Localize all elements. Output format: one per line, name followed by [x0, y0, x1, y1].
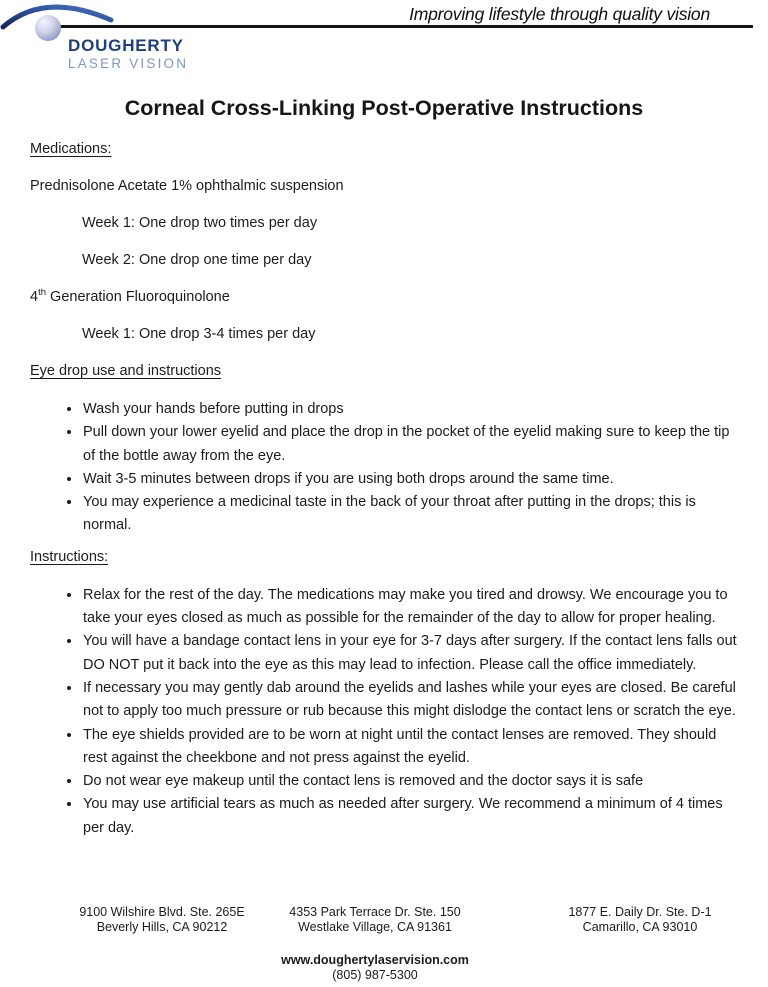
ordinal-superscript: th: [38, 287, 47, 299]
address-line: Beverly Hills, CA 90212: [96, 919, 228, 934]
document-body: [0, 138, 768, 840]
footer: [0, 903, 768, 987]
list-item: • You will have a bandage contact lens in your eye for 3-7 days after surgery. If the contact lens falls out DO NOT put it back into the eye as this may lead to infection. Please call the office immediately.: [82, 630, 738, 677]
logo-text: [68, 36, 188, 72]
page-title: Corneal Cross-Linking Post-Operative Instructions: [124, 96, 644, 120]
address-line: 9100 Wilshire Blvd. Ste. 265E: [79, 905, 245, 919]
list-item: • You may use artificial tears as much as needed after surgery. We recommend a minimum of 4 times per day.: [82, 793, 738, 840]
logo-name: DOUGHERTY: [68, 36, 184, 55]
medication-name-rest: Generation Fluoroquinolone: [46, 289, 230, 305]
logo-subname: LASER VISION: [68, 56, 189, 71]
medication-dose: Week 2: One drop one time per day: [82, 252, 312, 268]
eye-drop-heading: Eye drop use and instructions: [30, 363, 222, 379]
address-beverly-hills: [79, 905, 244, 934]
address-westlake-village: [289, 905, 460, 934]
website-text: www.doughertylaservision.com: [281, 953, 469, 967]
medication-name: Prednisolone Acetate 1% ophthalmic suspension: [30, 178, 344, 194]
tagline: Improving lifestyle through quality vision: [409, 4, 710, 24]
list-item: • Relax for the rest of the day. The medications may make you tired and drowsy. We encourage you to take your eyes closed as much as possible for the remainder of the day to allow for proper healing.: [82, 584, 738, 631]
list-item: • The eye shields provided are to be worn at night until the contact lenses are removed. They should rest against the cheekbone and not press against the eyelid.: [82, 724, 738, 771]
address-line: Camarillo, CA 93010: [582, 919, 698, 934]
list-item: • Pull down your lower eyelid and place the drop in the pocket of the eyelid making sure to keep the tip of the bottle away from the eye.: [82, 421, 738, 468]
footer-contact: [281, 953, 469, 982]
medications-heading: Medications:: [30, 141, 112, 157]
instructions-list: [30, 584, 738, 840]
medication-dose: Week 1: One drop two times per day: [82, 215, 318, 231]
address-line: 1877 E. Daily Dr. Ste. D-1: [568, 905, 712, 919]
list-item: • Wait 3-5 minutes between drops if you are using both drops around the same time.: [82, 468, 738, 491]
header: [0, 0, 768, 86]
company-logo: [0, 0, 220, 86]
medication-name-base: 4: [30, 289, 39, 305]
medication-dose: Week 1: One drop 3-4 times per day: [82, 326, 316, 342]
list-item: • Wash your hands before putting in drops: [82, 398, 738, 421]
list-item: • If necessary you may gently dab around the eyelids and lashes while your eyes are closed. Be careful not to apply too much pressure or rub because this might dislodge the contact lens or scratch the eye.: [82, 677, 738, 724]
address-line: Westlake Village, CA 91361: [298, 919, 452, 934]
instructions-heading: Instructions:: [30, 548, 109, 565]
address-line: 4353 Park Terrace Dr. Ste. 150: [289, 905, 461, 919]
list-item: • You may experience a medicinal taste in the back of your throat after putting in the drops; this is normal.: [82, 491, 738, 538]
phone-number: (805) 987-5300: [332, 967, 418, 982]
address-camarillo: [568, 905, 711, 934]
list-item: • Do not wear eye makeup until the contact lens is removed and the doctor says it is safe: [82, 770, 738, 793]
eye-drop-list: [30, 398, 738, 538]
medication-name: [30, 286, 738, 309]
